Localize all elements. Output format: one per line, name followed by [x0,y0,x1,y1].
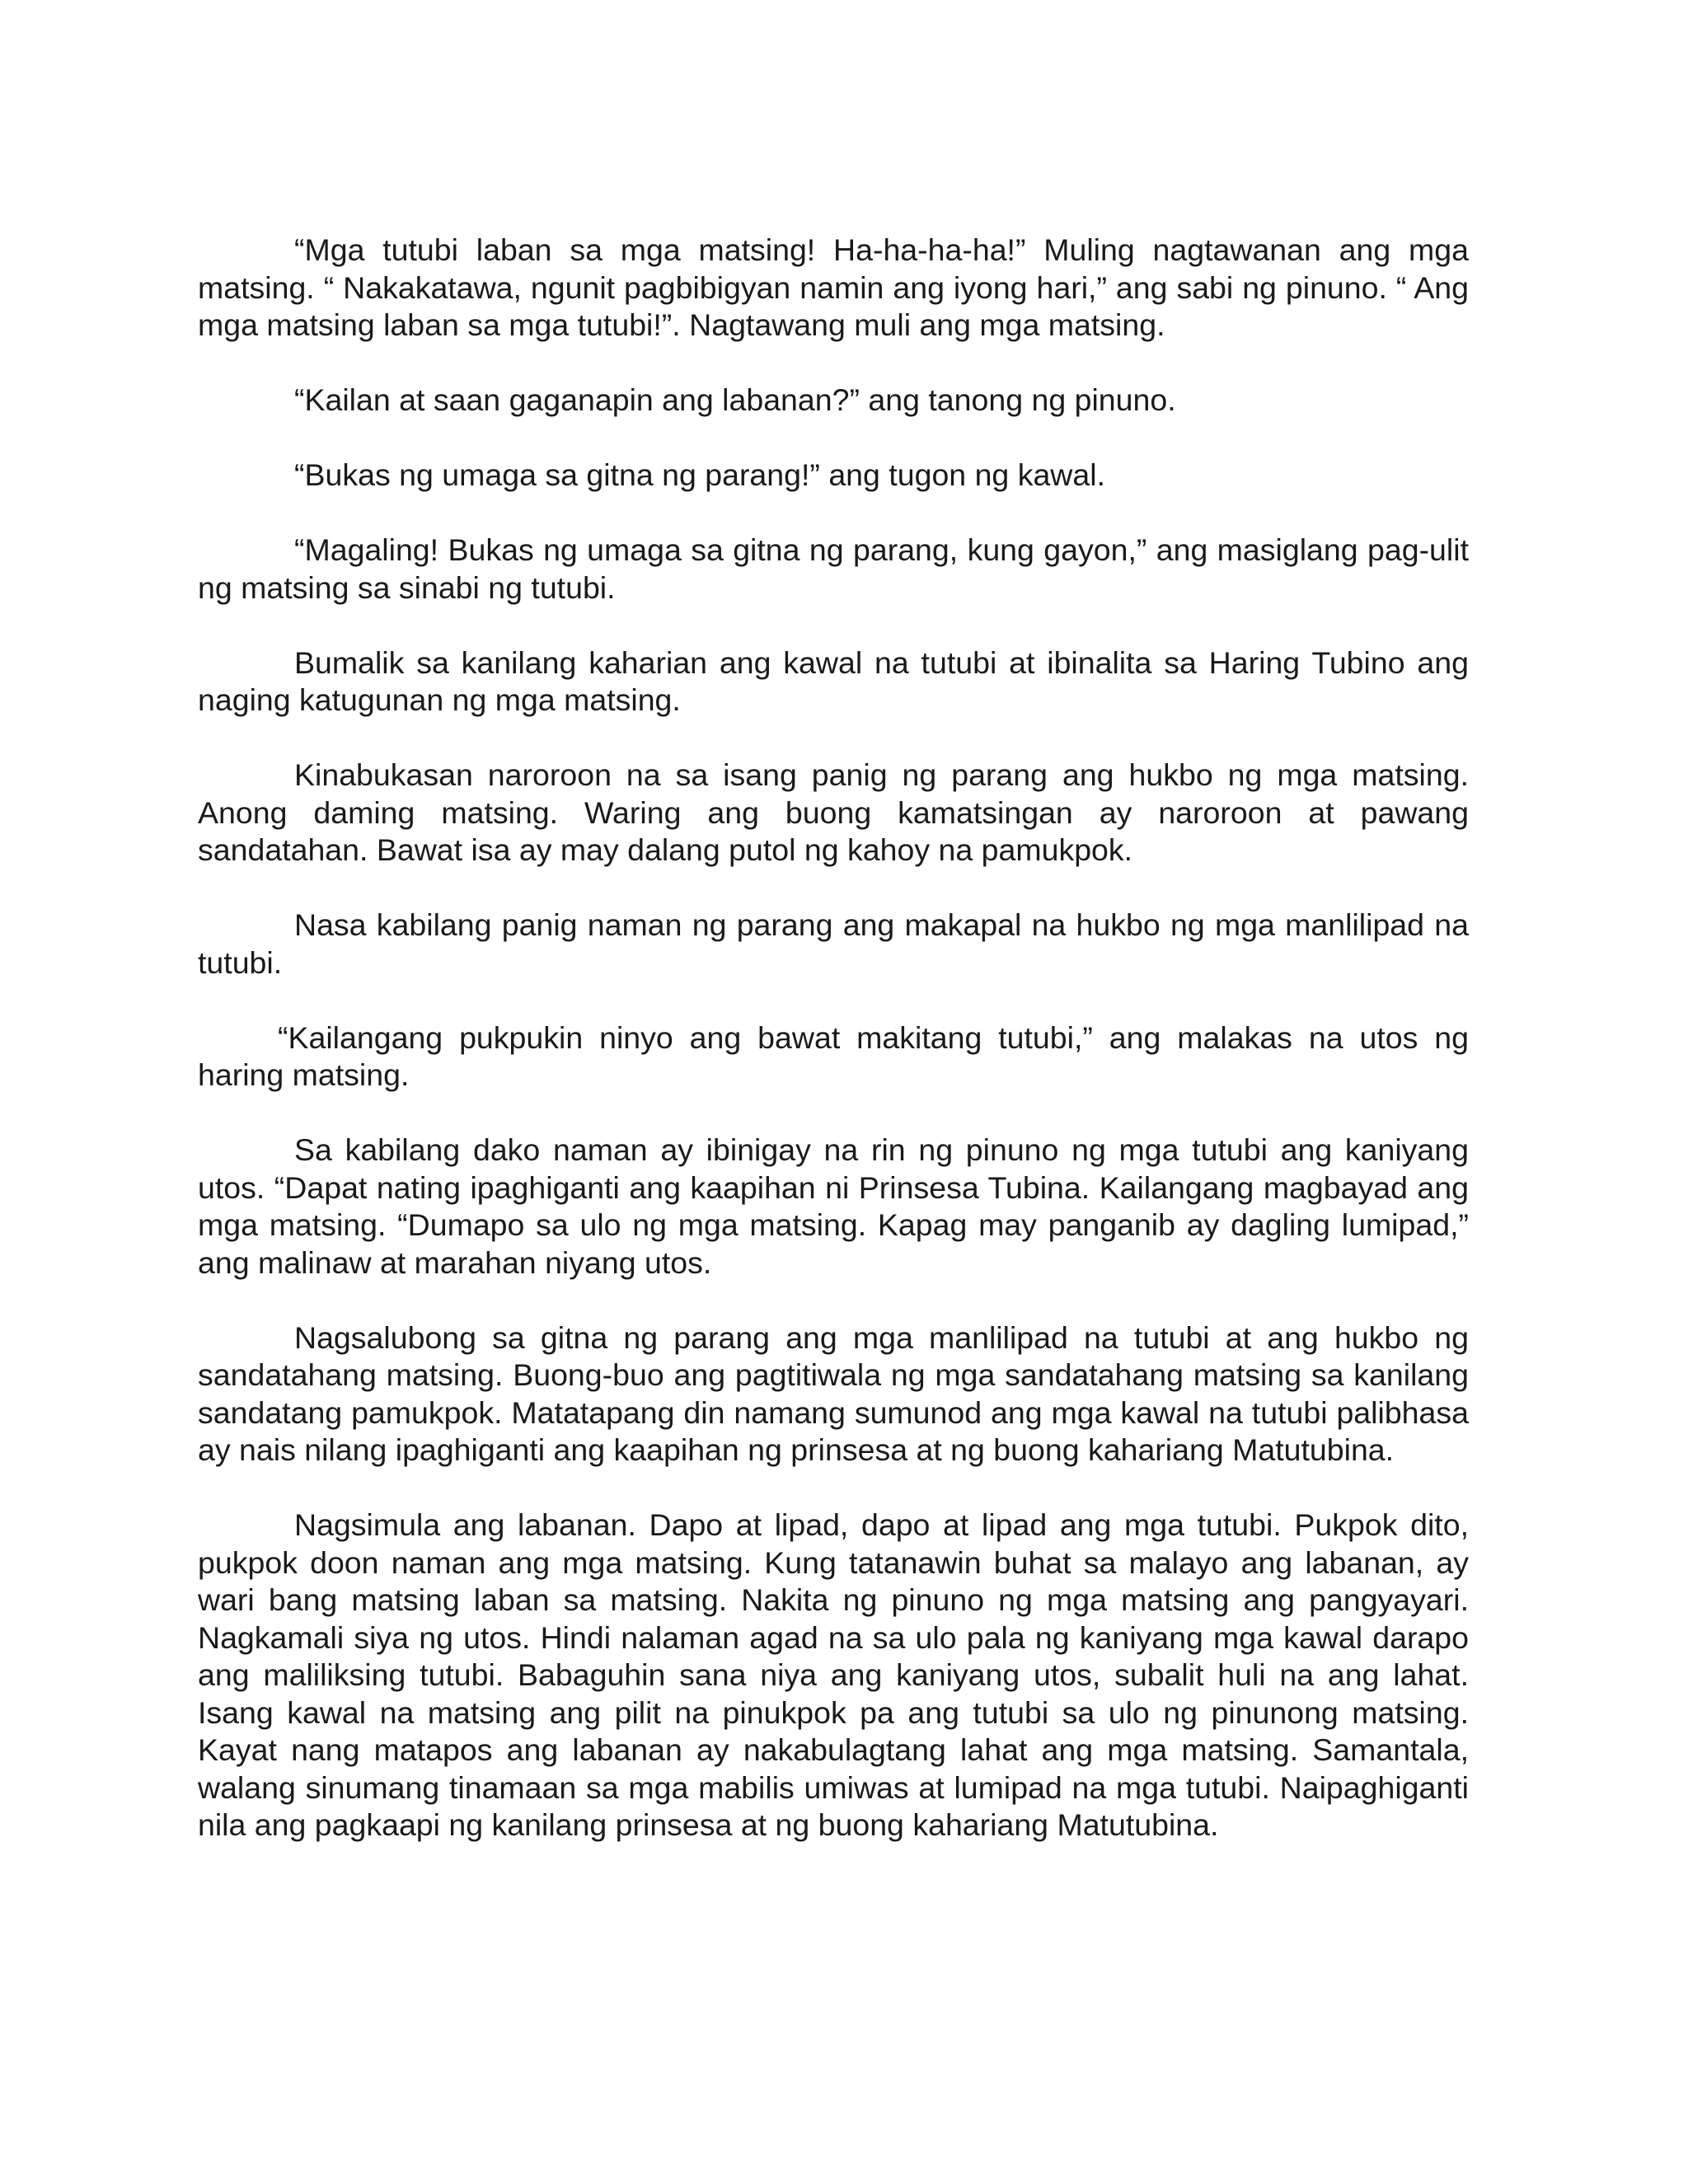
paragraph-4: “Magaling! Bukas ng umaga sa gitna ng parang, kung gayon,” ang masiglang pag-ulit ng matsing sa sinabi ng tutubi. [198,532,1469,605]
paragraph-1: “Mga tutubi laban sa mga matsing! Ha-ha-ha-ha!” Muling nagtawanan ang mga matsing. “ Nakakatawa, ngunit pagbibigyan namin ang iyong hari,” ang sabi ng pinuno. “ Ang mga matsing laban sa mga tutubi!”. Nagtawang muli ang mga matsing. [198,232,1469,342]
paragraph-9: Sa kabilang dako naman ay ibinigay na rin ng pinuno ng mga tutubi ang kaniyang utos. “Dapat nating ipaghiganti ang kaapihan ni Prinsesa Tubina. Kailangang magbayad ang mga matsing. “Dumapo sa ulo ng mga matsing. Kapag may panganib ay dagling lumipad,” ang malinaw at marahan niyang utos. [198,1132,1469,1280]
story-text [198,232,1469,1844]
paragraph-8: “Kailangang pukpukin ninyo ang bawat makitang tutubi,” ang malakas na utos ng haring matsing. [198,1019,1469,1092]
paragraph-6: Kinabukasan naroroon na sa isang panig ng parang ang hukbo ng mga matsing. Anong daming matsing. Waring ang buong kamatsingan ay naroroon at pawang sandatahan. Bawat isa ay may dalang putol ng kahoy na pamukpok. [198,757,1469,867]
paragraph-5: Bumalik sa kanilang kaharian ang kawal na tutubi at ibinalita sa Haring Tubino ang naging katugunan ng mga matsing. [198,644,1469,717]
paragraph-2: “Kailan at saan gaganapin ang labanan?” ang tanong ng pinuno. [294,382,1176,417]
paragraph-10: Nagsalubong sa gitna ng parang ang mga manlilipad na tutubi at ang hukbo ng sandatahang matsing. Buong-buo ang pagtitiwala ng mga sandatahang matsing sa kanilang sandatang pamukpok. Matatapang din namang sumunod ang mga kawal na tutubi palibhasa ay nais nilang ipaghiganti ang kaapihan ng prinsesa at ng buong kahariang Matutubina. [198,1319,1469,1467]
paragraph-3: “Bukas ng umaga sa gitna ng parang!” ang tugon ng kawal. [294,457,1105,492]
paragraph-7: Nasa kabilang panig naman ng parang ang makapal na hukbo ng mga manlilipad na tutubi. [198,907,1469,980]
paragraph-11: Nagsimula ang labanan. Dapo at lipad, dapo at lipad ang mga tutubi. Pukpok dito, pukpok doon naman ang mga matsing. Kung tatanawin buhat sa malayo ang labanan, ay wari bang matsing laban sa matsing. Nakita ng pinuno ng mga matsing ang pangyayari. Nagkamali siya ng utos. Hindi nalaman agad na sa ulo pala ng kaniyang mga kawal darapo ang maliliksing tutubi. Babaguhin sana niya ang kaniyang utos, subalit huli na ang lahat. Isang kawal na matsing ang pilit na pinukpok pa ang tutubi sa ulo ng pinunong matsing. Kayat nang matapos ang labanan ay nakabulagtang lahat ang mga matsing. Samantala, walang sinumang tinamaan sa mga mabilis umiwas at lumipad na mga tutubi. Naipaghiganti nila ang pagkaapi ng kanilang prinsesa at ng buong kahariang Matutubina. [198,1507,1469,1842]
